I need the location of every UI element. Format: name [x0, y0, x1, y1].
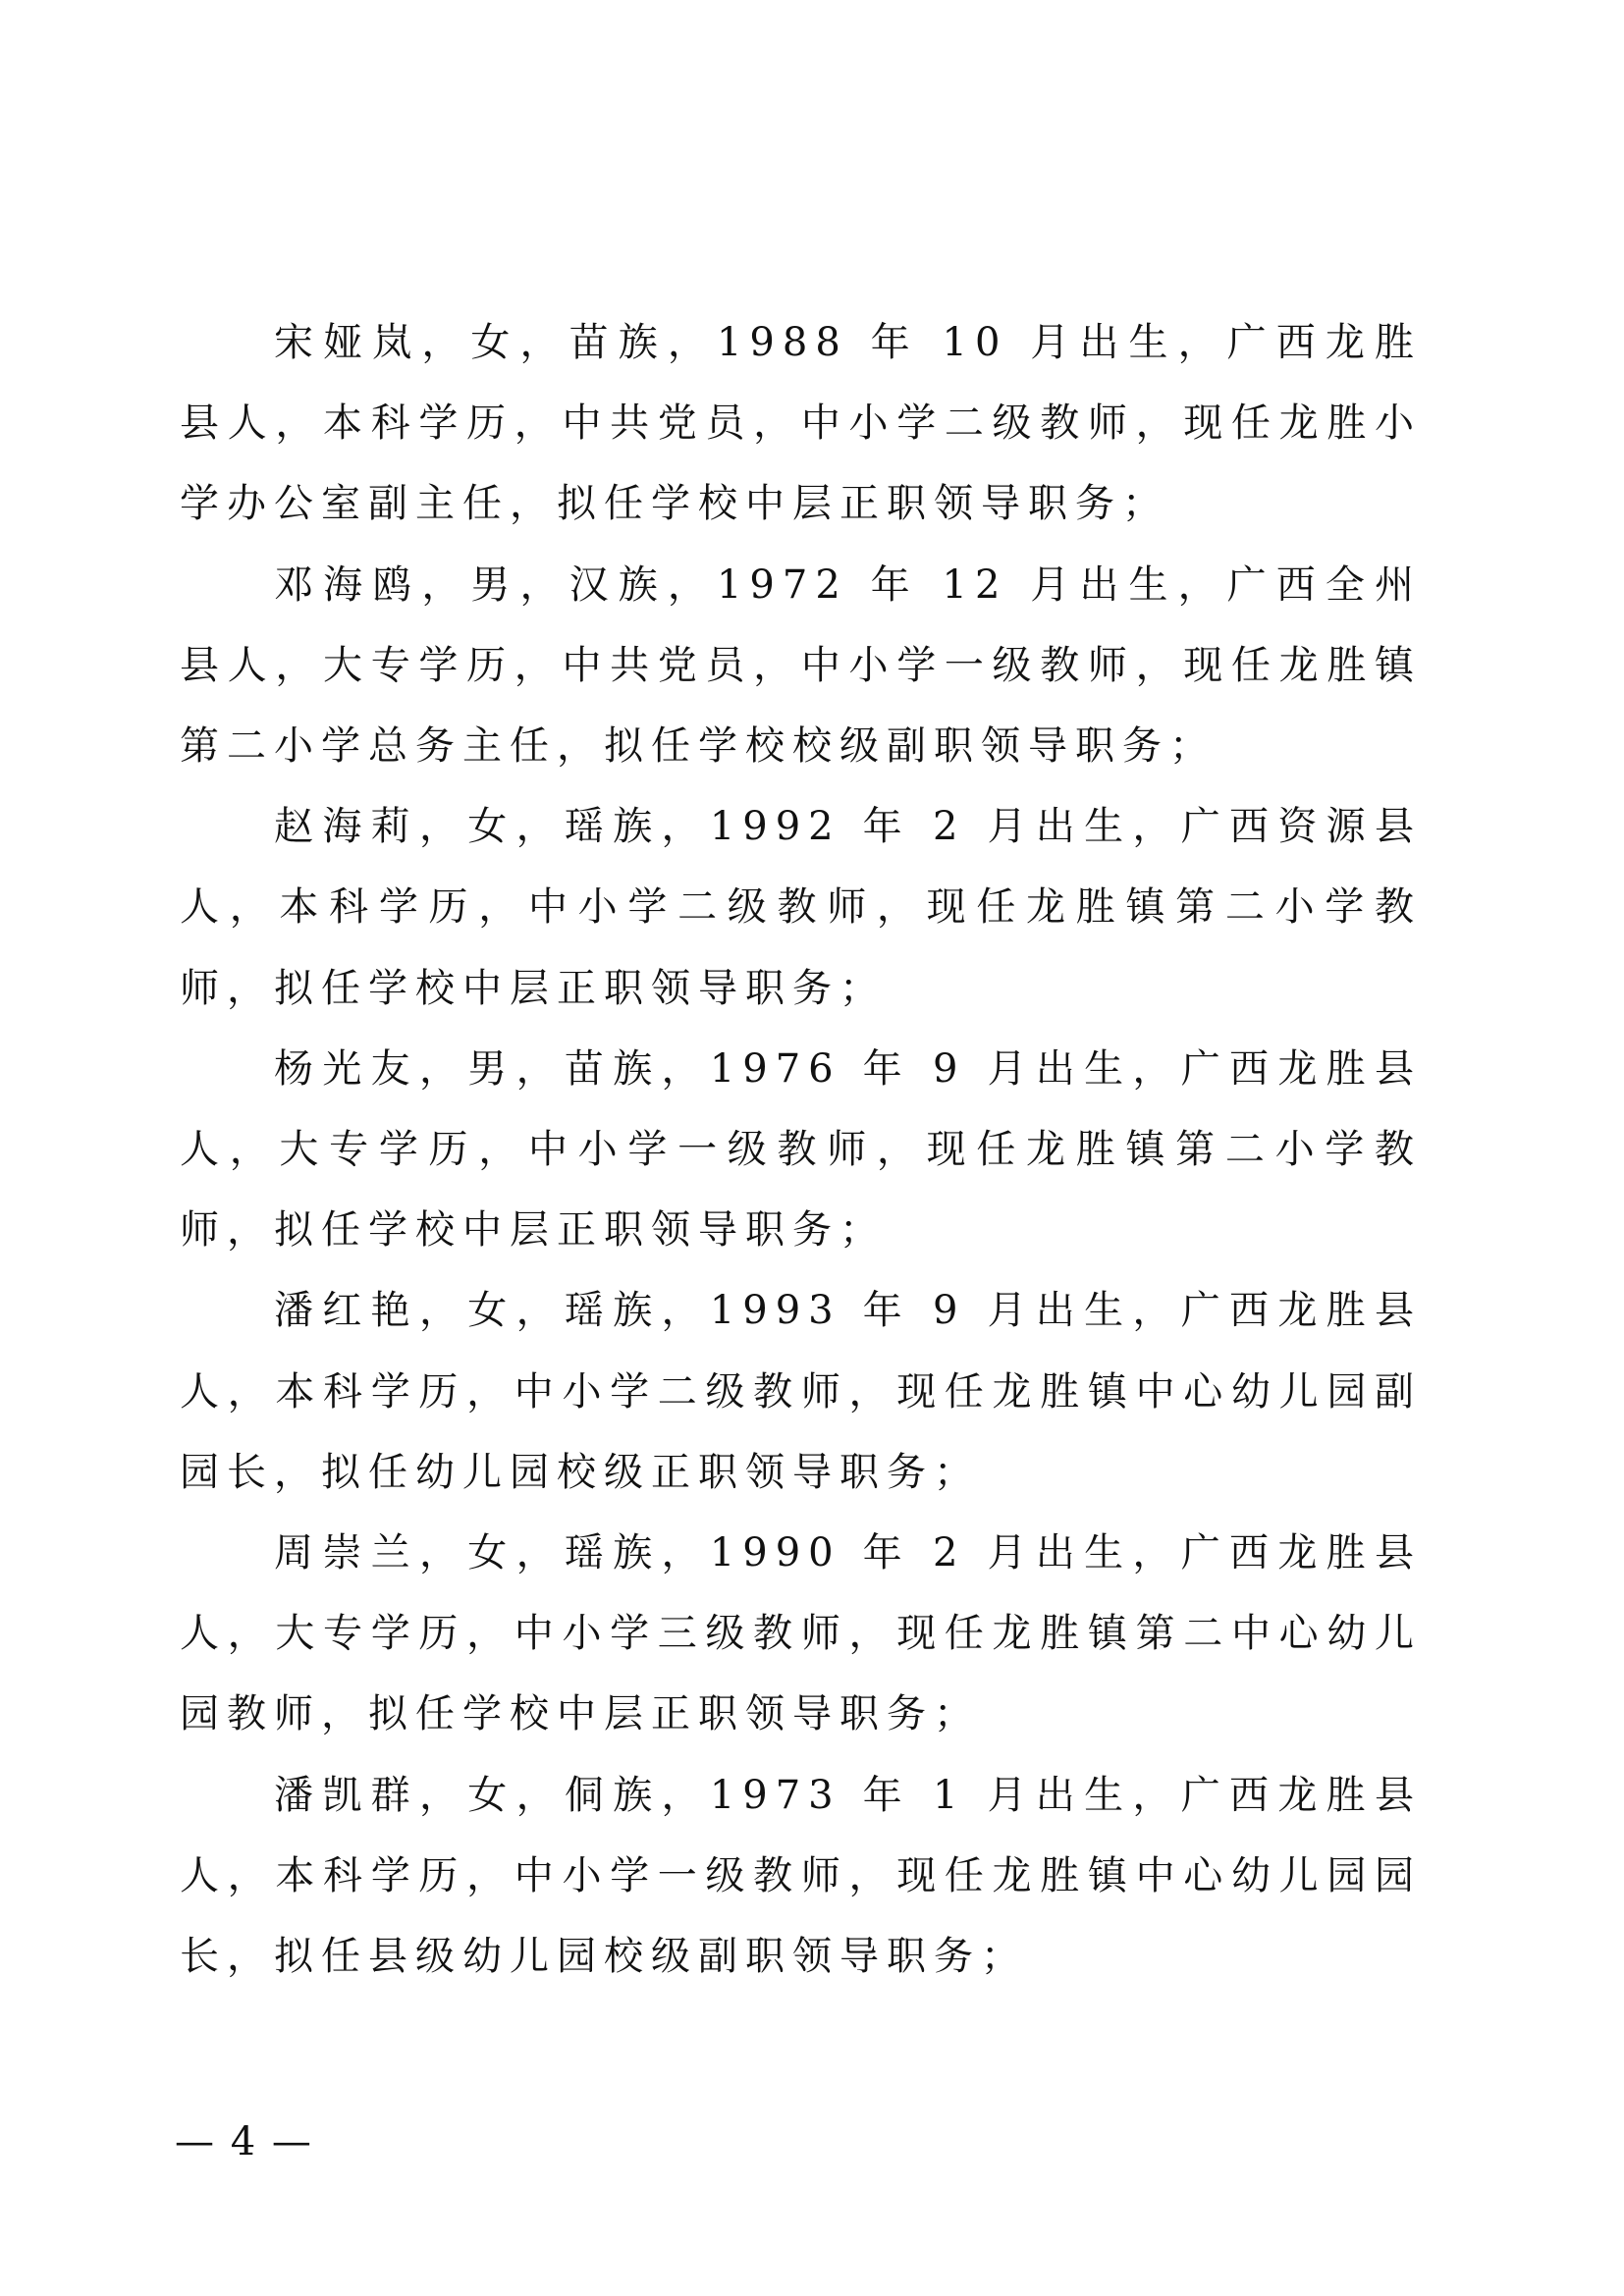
candidate-paragraph-1: 宋娅岚，女，苗族，1988 年 10 月出生，广西龙胜县人，本科学历，中共党员，中小学二级教师，现任龙胜小学办公室副主任，拟任学校中层正职领导职务； — [180, 320, 1422, 527]
candidate-paragraph-6: 周崇兰，女，瑶族，1990 年 2 月出生，广西龙胜县人，大专学历，中小学三级教师，现任龙胜镇第二中心幼儿园教师，拟任学校中层正职领导职务； — [180, 1530, 1422, 1737]
candidate-paragraph-7: 潘凯群，女，侗族，1973 年 1 月出生，广西龙胜县人，本科学历，中小学一级教师，现任龙胜镇中心幼儿园园长，拟任县级幼儿园校级副职领导职务； — [180, 1772, 1422, 1980]
document-body — [180, 302, 1422, 1997]
candidate-paragraph-3: 赵海莉，女，瑶族，1992 年 2 月出生，广西资源县人，本科学历，中小学二级教师，现任龙胜镇第二小学教师，拟任学校中层正职领导职务； — [180, 804, 1422, 1011]
page-number: — 4 — — [175, 2119, 313, 2164]
candidate-paragraph-5: 潘红艳，女，瑶族，1993 年 9 月出生，广西龙胜县人，本科学历，中小学二级教师，现任龙胜镇中心幼儿园副园长，拟任幼儿园校级正职领导职务； — [180, 1288, 1422, 1495]
candidate-paragraph-4: 杨光友，男，苗族，1976 年 9 月出生，广西龙胜县人，大专学历，中小学一级教师，现任龙胜镇第二小学教师，拟任学校中层正职领导职务； — [180, 1045, 1422, 1254]
candidate-paragraph-2: 邓海鸥，男，汉族，1972 年 12 月出生，广西全州县人，大专学历，中共党员，中小学一级教师，现任龙胜镇第二小学总务主任，拟任学校校级副职领导职务； — [180, 561, 1422, 770]
